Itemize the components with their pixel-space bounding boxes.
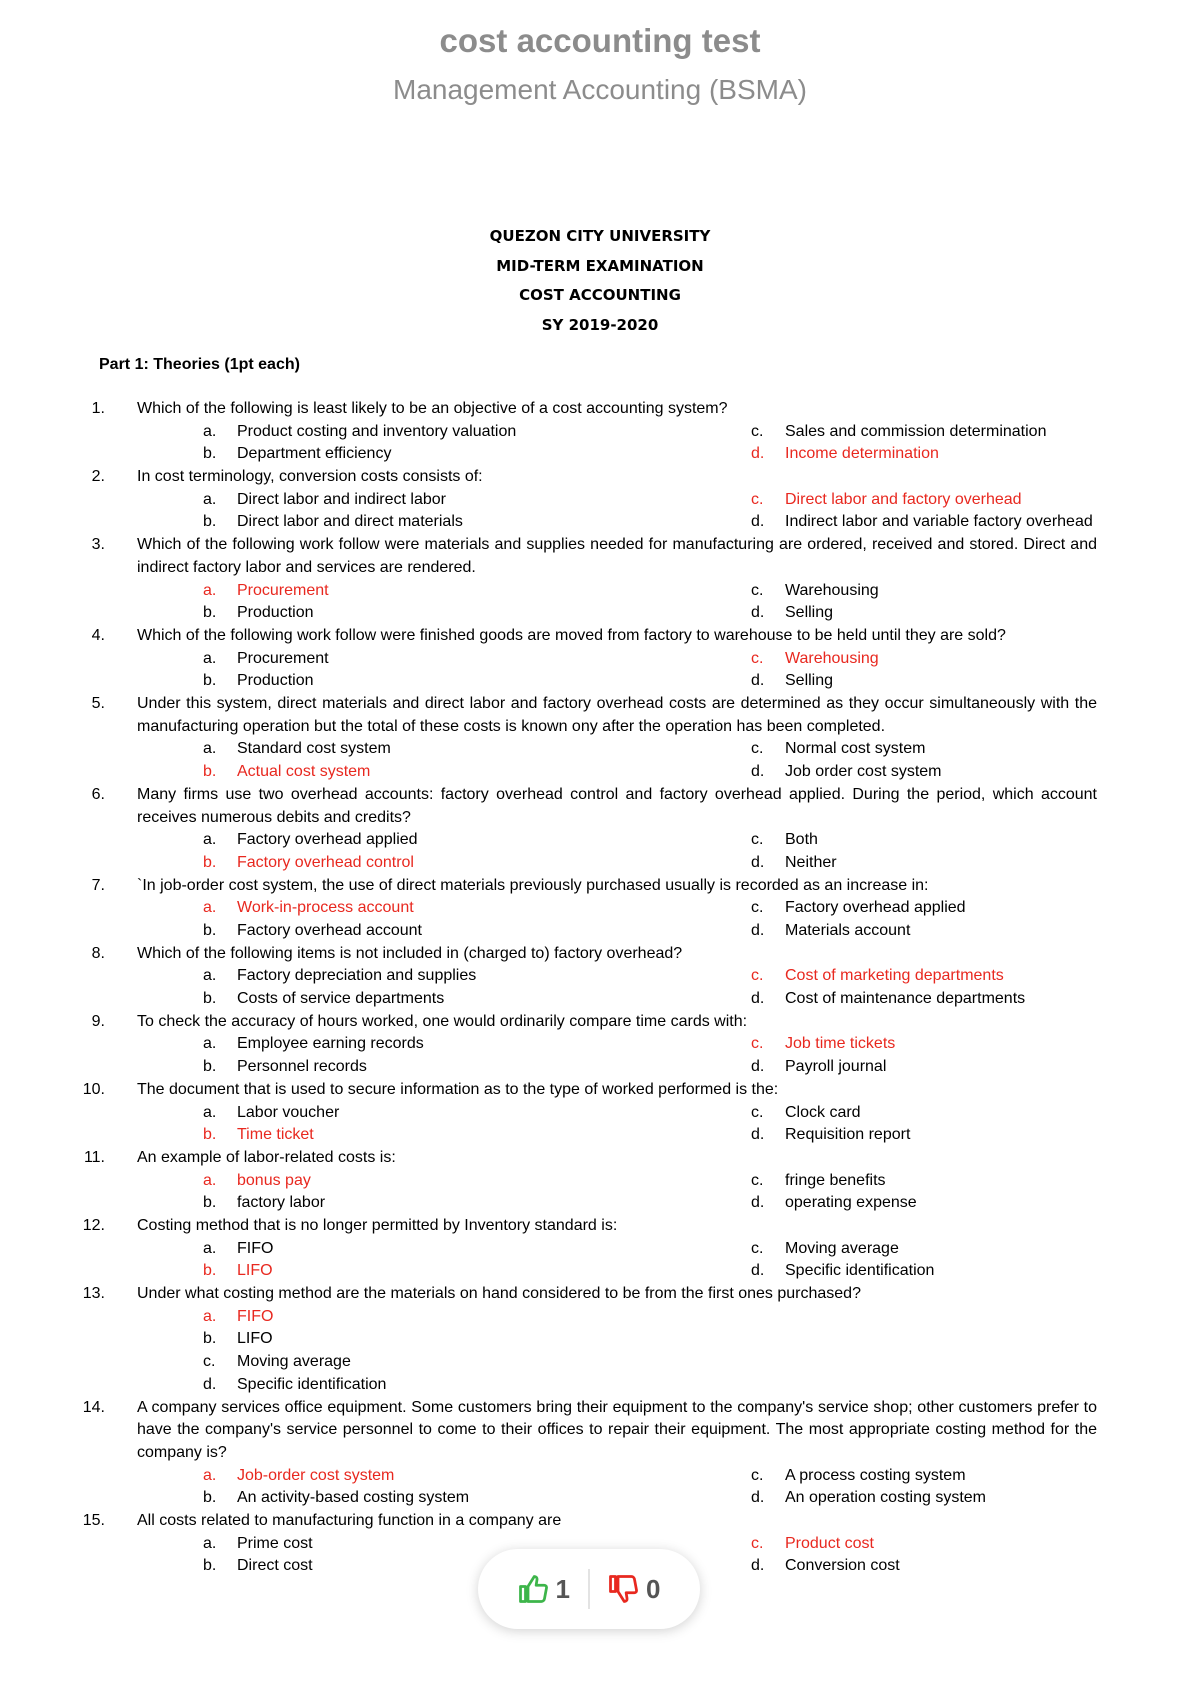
question-number: 4. <box>91 626 105 644</box>
option-letter: d. <box>751 763 765 781</box>
answer-option-correct <box>203 852 414 875</box>
option-text: Job time tickets <box>785 1035 896 1053</box>
answer-option <box>751 602 833 625</box>
question-item <box>0 398 1200 466</box>
option-letter: a. <box>203 1103 217 1121</box>
option-letter: d. <box>751 1126 765 1144</box>
question-text: `In job-order cost system, the use of direct materials previously purchased usually is recorded as an increase in: <box>137 876 929 894</box>
answer-option <box>203 1102 339 1125</box>
document-title: cost accounting test <box>439 22 761 59</box>
question-item <box>0 1215 1200 1283</box>
option-letter: d. <box>751 672 765 690</box>
option-letter: c. <box>751 1534 764 1552</box>
answer-option <box>751 1465 966 1488</box>
option-text: Employee earning records <box>237 1035 424 1053</box>
option-letter: b. <box>203 853 217 871</box>
option-text: Time ticket <box>237 1126 314 1144</box>
question-number: 11. <box>83 1148 105 1166</box>
answer-option <box>203 920 422 943</box>
answer-option-correct <box>751 1033 895 1056</box>
option-text: Prime cost <box>237 1534 313 1552</box>
option-text: Procurement <box>237 581 329 599</box>
option-text: Product costing and inventory valuation <box>237 422 517 440</box>
option-text: Normal cost system <box>785 740 926 758</box>
option-text: Income determination <box>785 445 939 463</box>
option-text: Job-order cost system <box>237 1466 395 1484</box>
option-text: Production <box>237 672 314 690</box>
option-letter: d. <box>751 1058 765 1076</box>
option-text: operating expense <box>785 1194 917 1212</box>
option-text: Factory overhead control <box>237 853 414 871</box>
question-number: 12. <box>82 1216 105 1234</box>
question-text: Which of the following is least likely to be an objective of a cost accounting system? <box>137 400 728 417</box>
option-letter: a. <box>203 1534 217 1552</box>
option-letter: d. <box>203 1375 217 1393</box>
option-text: Cost of marketing departments <box>785 967 1004 985</box>
option-letter: c. <box>751 581 764 599</box>
answer-option <box>203 1351 351 1374</box>
answer-option <box>751 1487 986 1510</box>
answer-option <box>203 511 463 534</box>
option-letter: a. <box>203 899 217 917</box>
option-letter: c. <box>751 1103 764 1121</box>
option-letter: a. <box>203 581 217 599</box>
option-text: An activity-based costing system <box>237 1489 470 1507</box>
question-text: All costs related to manufacturing function in a company are <box>137 1511 562 1529</box>
question-item <box>0 784 1200 875</box>
option-letter: b. <box>203 672 217 690</box>
option-text: Factory overhead applied <box>785 899 966 917</box>
option-letter: d. <box>751 1489 765 1507</box>
question-number: 3. <box>91 536 105 554</box>
option-text: Personnel records <box>237 1058 367 1076</box>
answer-option <box>751 580 879 603</box>
answer-option-correct <box>203 1170 311 1193</box>
option-text: Factory overhead account <box>237 921 422 939</box>
option-letter: c. <box>751 490 764 508</box>
answer-option <box>203 988 444 1011</box>
option-letter: a. <box>203 740 217 758</box>
answer-option <box>203 965 476 988</box>
option-letter: b. <box>203 1194 217 1212</box>
option-text: Department efficiency <box>237 445 392 463</box>
option-text: Direct labor and direct materials <box>237 513 463 531</box>
answer-option <box>203 489 446 512</box>
answer-option-correct <box>203 1124 314 1147</box>
option-text: fringe benefits <box>785 1171 886 1189</box>
answer-option <box>751 1170 886 1193</box>
option-text: Specific identification <box>785 1262 935 1280</box>
answer-option <box>751 852 837 875</box>
question-item <box>0 1079 1200 1147</box>
option-text: Requisition report <box>785 1126 911 1144</box>
question-text: An example of labor-related costs is: <box>137 1148 396 1166</box>
option-letter: b. <box>203 921 217 939</box>
option-letter: b. <box>203 445 217 463</box>
answer-option <box>751 1260 934 1283</box>
answer-option <box>751 1238 899 1261</box>
option-letter: c. <box>751 899 764 917</box>
question-text: Costing method that is no longer permitted by Inventory standard is: <box>137 1216 618 1234</box>
question-number: 10. <box>82 1080 105 1098</box>
question-number: 6. <box>91 785 105 803</box>
downvote-button[interactable] <box>590 1574 678 1605</box>
option-letter: d. <box>751 921 765 939</box>
option-text: Materials account <box>785 921 911 939</box>
answer-option <box>751 1124 910 1147</box>
option-text: Selling <box>785 672 834 690</box>
option-text: Moving average <box>785 1239 899 1257</box>
answer-option-correct <box>751 965 1004 988</box>
answer-option <box>203 443 391 466</box>
exam-heading-line: SY 2019-2020 <box>541 315 659 334</box>
exam-heading-line: QUEZON CITY UNIVERSITY <box>489 227 711 245</box>
answer-option <box>203 421 516 444</box>
question-text: To check the accuracy of hours worked, one would ordinarily compare time cards with: <box>137 1012 748 1030</box>
question-number: 8. <box>91 944 105 962</box>
thumbs-down-icon <box>608 1574 638 1604</box>
question-text: Which of the following work follow were materials and supplies needed for manufacturing are ordered, received and stored. Direct and indirect factory labor and services are rendered. <box>137 536 1097 576</box>
option-text: Moving average <box>237 1353 351 1371</box>
exam-heading-line: COST ACCOUNTING <box>519 286 681 304</box>
answer-option <box>751 988 1025 1011</box>
question-number: 5. <box>91 695 105 713</box>
option-letter: d. <box>751 604 765 622</box>
option-text: Direct labor and factory overhead <box>785 490 1022 508</box>
option-letter: b. <box>203 1058 217 1076</box>
answer-option <box>751 1056 886 1079</box>
option-text: Direct cost <box>237 1557 313 1575</box>
answer-option <box>203 1056 367 1079</box>
question-number: 13. <box>82 1285 105 1303</box>
option-text: Procurement <box>237 649 329 667</box>
option-text: Sales and commission determination <box>785 422 1047 440</box>
option-letter: b. <box>203 513 217 531</box>
option-letter: c. <box>751 740 764 758</box>
answer-option <box>751 761 942 784</box>
question-text: A company services office equipment. Some customers bring their equipment to the company's service shop; other customers prefer to have the company's service personnel to come to their offices to repair their equipment. The most appropriate costing method for the company is? <box>137 1398 1097 1461</box>
option-letter: a. <box>203 1239 217 1257</box>
option-letter: a. <box>203 490 217 508</box>
answer-option-correct <box>203 1465 394 1488</box>
answer-option <box>751 1192 917 1215</box>
answer-option <box>751 670 833 693</box>
option-letter: a. <box>203 1466 217 1484</box>
option-text: Neither <box>785 853 837 871</box>
option-letter: d. <box>751 1194 765 1212</box>
option-text: Cost of maintenance departments <box>785 990 1026 1008</box>
option-letter: d. <box>751 853 765 871</box>
answer-option-correct <box>203 1260 273 1283</box>
vote-widget <box>478 1549 700 1629</box>
answer-option-correct <box>751 489 1022 512</box>
question-text: Many firms use two overhead accounts: factory overhead control and factory overhead applied. During the period, which account receives numerous debits and credits? <box>137 785 1097 826</box>
answer-option <box>203 1555 313 1578</box>
option-letter: b. <box>203 1557 217 1575</box>
option-text: Factory overhead applied <box>237 831 418 849</box>
option-letter: c. <box>751 649 764 667</box>
option-text: LIFO <box>237 1262 273 1280</box>
answer-option <box>203 1487 469 1510</box>
answer-option <box>751 897 966 920</box>
question-item <box>0 466 1200 534</box>
option-letter: b. <box>203 604 217 622</box>
exam-heading <box>0 222 1200 340</box>
answer-option <box>751 829 818 852</box>
question-item <box>0 693 1200 784</box>
option-text: Both <box>785 831 818 849</box>
option-letter: a. <box>203 1307 217 1325</box>
question-item <box>0 534 1200 625</box>
upvote-count: 1 <box>555 1573 570 1604</box>
question-text: The document that is used to secure information as to the type of worked performed is the: <box>137 1080 779 1098</box>
option-letter: d. <box>751 990 765 1008</box>
option-letter: c. <box>751 1466 764 1484</box>
question-number: 1. <box>91 400 105 417</box>
answer-option <box>203 829 418 852</box>
option-text: Actual cost system <box>237 763 371 781</box>
question-text: Which of the following items is not included in (charged to) factory overhead? <box>137 944 683 962</box>
option-letter: c. <box>751 1035 764 1053</box>
question-item <box>0 1011 1200 1079</box>
question-item <box>0 1283 1200 1396</box>
option-letter: c. <box>751 831 764 849</box>
option-letter: a. <box>203 831 217 849</box>
answer-option <box>751 511 1093 534</box>
option-text: Specific identification <box>237 1375 387 1393</box>
answer-option-correct <box>751 443 939 466</box>
option-text: Warehousing <box>785 649 879 667</box>
option-text: A process costing system <box>785 1466 966 1484</box>
option-text: Product cost <box>785 1534 874 1552</box>
answer-option <box>203 1033 424 1056</box>
question-number: 15. <box>82 1511 105 1529</box>
answer-option <box>203 1192 325 1215</box>
thumbs-up-icon <box>518 1574 548 1604</box>
exam-heading-line: MID-TERM EXAMINATION <box>496 256 704 275</box>
option-text: FIFO <box>237 1307 274 1325</box>
question-text: Which of the following work follow were finished goods are moved from factory to warehouse to be held until they are sold? <box>137 626 1006 644</box>
option-text: Clock card <box>785 1103 861 1121</box>
answer-option-correct <box>203 897 414 920</box>
option-letter: b. <box>203 990 217 1008</box>
option-text: Conversion cost <box>785 1557 900 1575</box>
option-letter: b. <box>203 763 217 781</box>
option-text: factory labor <box>237 1194 326 1212</box>
answer-option <box>751 421 1046 444</box>
option-letter: a. <box>203 649 217 667</box>
answer-option-correct <box>751 648 879 671</box>
option-letter: b. <box>203 1126 217 1144</box>
question-text: Under this system, direct materials and direct labor and factory overhead costs are determined as they occur simultaneously with the manufacturing operation but the total of these costs is known ony after the operation has been completed. <box>137 695 1097 735</box>
option-letter: d. <box>751 445 765 463</box>
answer-option <box>751 1555 900 1578</box>
upvote-button[interactable] <box>500 1574 588 1605</box>
option-letter: b. <box>203 1489 217 1507</box>
answer-option <box>751 920 910 943</box>
option-text: Direct labor and indirect labor <box>237 490 446 508</box>
option-letter: b. <box>203 1330 217 1348</box>
option-text: bonus pay <box>237 1171 311 1189</box>
question-text: Under what costing method are the materials on hand considered to be from the first ones purchased? <box>137 1285 861 1303</box>
option-text: Payroll journal <box>785 1058 887 1076</box>
option-text: Costs of service departments <box>237 990 445 1008</box>
course-subtitle[interactable]: Management Accounting (BSMA) <box>393 74 807 105</box>
option-text: Work-in-process account <box>237 899 414 917</box>
option-letter: b. <box>203 1262 217 1280</box>
answer-option <box>751 738 925 761</box>
option-text: An operation costing system <box>785 1489 986 1507</box>
question-number: 7. <box>91 876 105 894</box>
option-text: Factory depreciation and supplies <box>237 967 477 985</box>
answer-option-correct <box>203 761 370 784</box>
answer-option-correct <box>203 1306 273 1329</box>
option-text: FIFO <box>237 1239 274 1257</box>
option-letter: c. <box>751 1171 764 1189</box>
answer-option <box>203 1533 313 1556</box>
option-letter: c. <box>203 1353 216 1371</box>
question-text: In cost terminology, conversion costs consists of: <box>137 468 483 486</box>
option-letter: d. <box>751 1557 765 1575</box>
answer-option <box>203 648 329 671</box>
question-number: 9. <box>91 1012 105 1030</box>
option-letter: d. <box>751 513 765 531</box>
option-text: Standard cost system <box>237 740 391 758</box>
option-letter: c. <box>751 422 764 440</box>
answer-option <box>203 1374 386 1397</box>
answer-option <box>203 1238 273 1261</box>
option-letter: d. <box>751 1262 765 1280</box>
option-letter: a. <box>203 1035 217 1053</box>
answer-option <box>203 602 314 625</box>
answer-option-correct <box>751 1533 874 1556</box>
question-list <box>0 398 1200 1578</box>
option-text: Labor voucher <box>237 1103 340 1121</box>
option-text: LIFO <box>237 1330 273 1348</box>
option-letter: a. <box>203 422 217 440</box>
answer-option <box>203 670 314 693</box>
answer-option <box>203 738 391 761</box>
question-item <box>0 1397 1200 1510</box>
option-text: Indirect labor and variable factory overhead <box>785 513 1093 531</box>
question-number: 14. <box>82 1398 105 1416</box>
question-number: 2. <box>91 468 105 486</box>
part-title: Part 1: Theories (1pt each) <box>99 356 300 373</box>
option-letter: c. <box>751 1239 764 1257</box>
option-letter: a. <box>203 1171 217 1189</box>
answer-option <box>203 1328 273 1351</box>
option-letter: a. <box>203 967 217 985</box>
question-item <box>0 1147 1200 1215</box>
question-item <box>0 625 1200 693</box>
option-text: Job order cost system <box>785 763 942 781</box>
answer-option-correct <box>203 580 329 603</box>
downvote-count: 0 <box>646 1573 661 1604</box>
option-letter: c. <box>751 967 764 985</box>
option-text: Production <box>237 604 314 622</box>
question-item <box>0 875 1200 943</box>
question-item <box>0 943 1200 1011</box>
option-text: Warehousing <box>785 581 879 599</box>
answer-option <box>751 1102 861 1125</box>
option-text: Selling <box>785 604 834 622</box>
